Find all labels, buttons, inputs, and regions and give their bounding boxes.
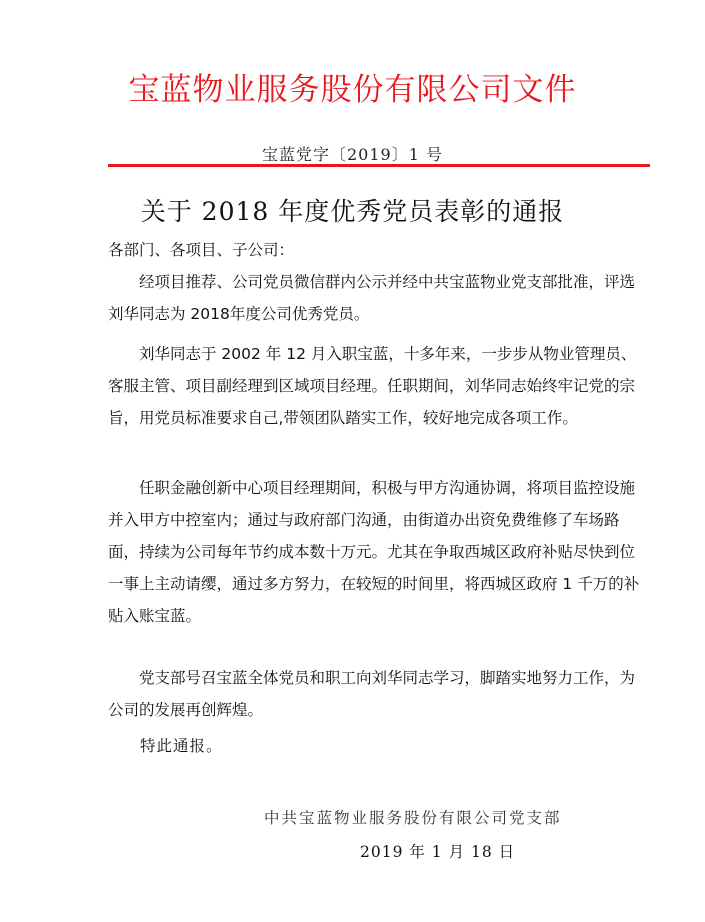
paragraph-2: 刘华同志于 2002 年 12 月入职宝蓝，十多年来，一步步从物业管理员、客服主管、项目副经理到区域项目经理。任职期间，刘华同志始终牢记党的宗旨，用党员标准要求自己,带领团队踏实工作，较好地完成各项工作。	[108, 345, 637, 427]
paragraph-1: 经项目推荐、公司党员微信群内公示并经中共宝蓝物业党支部批准，评选刘华同志为 2018年度公司优秀党员。	[108, 273, 636, 323]
salutation: 各部门、各项目、子公司：	[108, 241, 295, 259]
document-number: 宝蓝党字〔2019〕1 号	[262, 145, 443, 164]
notice-title: 关于 2018 年度优秀党员表彰的通报	[140, 197, 565, 226]
document-header-title: 宝蓝物业服务股份有限公司文件	[128, 72, 577, 108]
paragraph-3: 任职金融创新中心项目经理期间，积极与甲方沟通协调，将项目监控设施并入甲方中控室内；通过与政府部门沟通，由街道办出资免费维修了车场路面，持续为公司每年节约成本数十万元。尤其在争取西城区政府补贴尽快到位一事上主动请缨，通过多方努力，在较短的时间里，将西城区政府 1 千万的补贴入账宝蓝。	[108, 479, 640, 625]
paragraph-4: 党支部号召宝蓝全体党员和职工向刘华同志学习，脚踏实地努力工作，为公司的发展再创辉煌。	[108, 669, 636, 719]
issuer-signature: 中共宝蓝物业服务股份有限公司党支部	[264, 809, 562, 827]
header-divider	[108, 164, 650, 167]
issue-date: 2019 年 1 月 18 日	[360, 843, 516, 861]
closing-remark: 特此通报。	[140, 737, 223, 755]
